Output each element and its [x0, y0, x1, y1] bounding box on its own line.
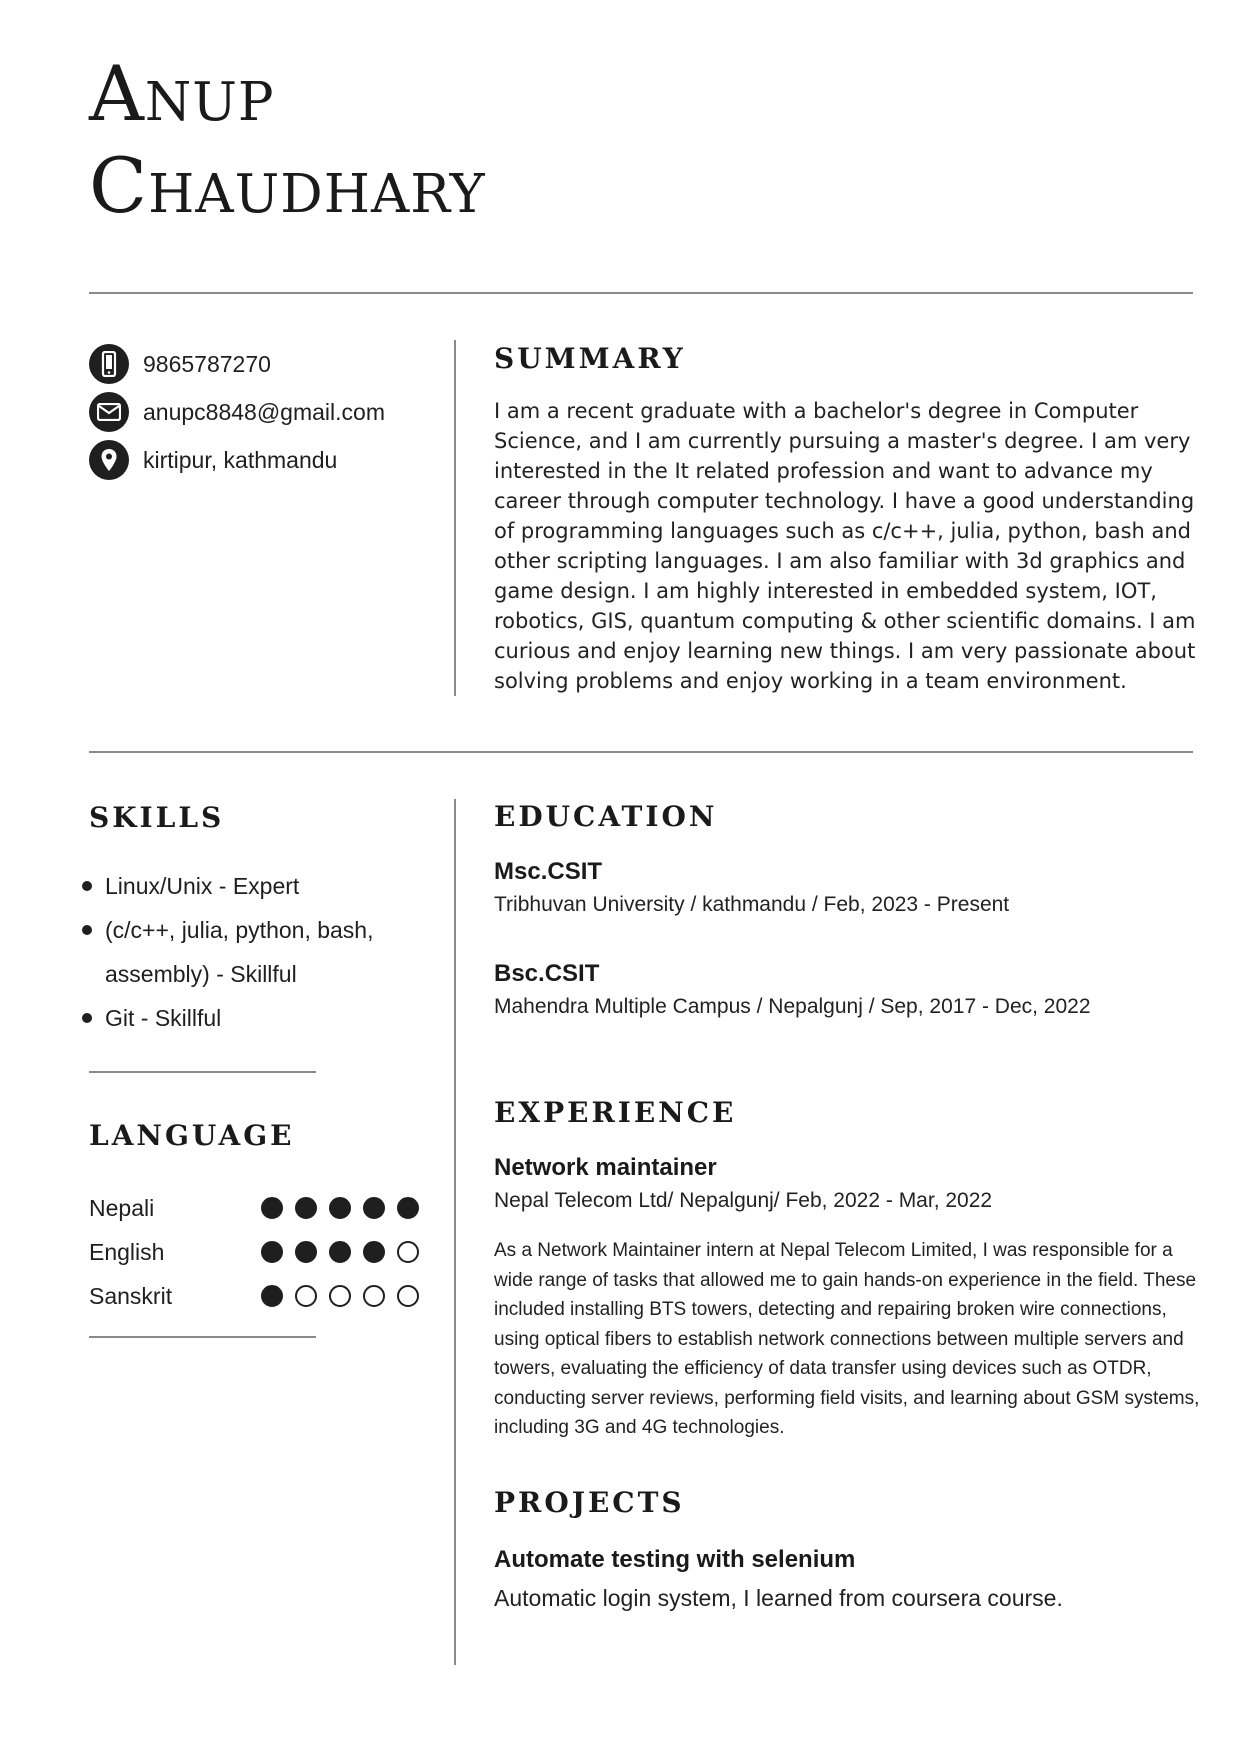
- proficiency-dot-empty: [397, 1285, 419, 1307]
- education-heading: EDUCATION: [494, 800, 718, 833]
- proficiency-dot-empty: [329, 1285, 351, 1307]
- language-row: [89, 1230, 419, 1274]
- proficiency-dot-filled: [261, 1197, 283, 1219]
- skill-item: Linux/Unix - Expert: [82, 864, 412, 908]
- proficiency-dots: [249, 1241, 419, 1263]
- last-name: Chaudhary: [89, 141, 486, 230]
- location-icon: [89, 440, 129, 480]
- proficiency-dot-filled: [363, 1197, 385, 1219]
- top-column-divider: [454, 340, 456, 696]
- summary-heading: SUMMARY: [494, 342, 686, 375]
- proficiency-dot-empty: [363, 1285, 385, 1307]
- contact-phone: [89, 340, 385, 388]
- language-heading: LANGUAGE: [89, 1119, 295, 1152]
- proficiency-dot-filled: [295, 1197, 317, 1219]
- language-row: [89, 1274, 419, 1318]
- project-name: Automate testing with selenium: [494, 1546, 856, 1573]
- contact-location: [89, 436, 385, 484]
- language-row: [89, 1186, 419, 1230]
- proficiency-dot-filled: [261, 1241, 283, 1263]
- proficiency-dot-empty: [295, 1285, 317, 1307]
- candidate-name: [89, 48, 486, 232]
- proficiency-dot-filled: [261, 1285, 283, 1307]
- header-divider: [89, 292, 1193, 294]
- proficiency-dots: [249, 1285, 419, 1307]
- language-name: Nepali: [89, 1194, 155, 1221]
- proficiency-dots: [249, 1197, 419, 1219]
- experience-details: Nepal Telecom Ltd/ Nepalgunj/ Feb, 2022 - Mar, 2022: [494, 1189, 993, 1212]
- proficiency-dot-filled: [329, 1197, 351, 1219]
- skills-heading: SKILLS: [89, 801, 225, 834]
- proficiency-dot-filled: [397, 1197, 419, 1219]
- section-divider: [89, 751, 1193, 753]
- education-degree: Msc.CSIT: [494, 858, 603, 885]
- main-column-divider: [454, 799, 456, 1665]
- email-icon: [89, 392, 129, 432]
- language-name: Sanskrit: [89, 1282, 173, 1309]
- proficiency-dot-empty: [397, 1241, 419, 1263]
- experience-description: As a Network Maintainer intern at Nepal Telecom Limited, I was responsible for a wide range of tasks that allowed me to gain hands-on experience in the field. These included installing BTS towers, detecting and repairing broken wire connections, using optical fibers to establish network connections between multiple servers and towers, evaluating the efficiency of data transfer using devices such as OTDR, conducting server reviews, performing field visits, and learning about GSM systems, including 3G and 4G technologies.: [494, 1240, 1200, 1438]
- proficiency-dot-filled: [363, 1241, 385, 1263]
- language-name: English: [89, 1238, 165, 1265]
- skill-item: Git - Skillful: [82, 996, 412, 1040]
- location-text: kirtipur, kathmandu: [143, 446, 338, 473]
- education-details: Tribhuvan University / kathmandu / Feb, 2023 - Present: [494, 893, 1010, 916]
- project-description: Automatic login system, I learned from coursera course.: [494, 1585, 1063, 1611]
- contact-email: [89, 388, 385, 436]
- skill-item: (c/c++, julia, python, bash, assembly) - Skillful: [82, 908, 412, 996]
- proficiency-dot-filled: [329, 1241, 351, 1263]
- email-address[interactable]: anupc8848@gmail.com: [143, 398, 385, 425]
- language-divider: [89, 1336, 316, 1338]
- experience-role: Network maintainer: [494, 1154, 717, 1181]
- phone-number[interactable]: 9865787270: [143, 350, 271, 377]
- skills-divider: [89, 1071, 316, 1073]
- education-details: Mahendra Multiple Campus / Nepalgunj / Sep, 2017 - Dec, 2022: [494, 995, 1091, 1018]
- experience-heading: EXPERIENCE: [494, 1096, 737, 1129]
- summary-text: I am a recent graduate with a bachelor's degree in Computer Science, and I am currently pursuing a master's degree. I am very interested in the It related profession and want to advance my career through computer technology. I have a good understanding of programming languages such as c/c++, julia, python, bash and other scripting languages. I am also familiar with 3d graphics and game design. I am highly interested in embedded system, IOT, robotics, GIS, quantum computing & other scientific domains. I am curious and enjoy learning new things. I am very passionate about solving problems and enjoy working in a team environment.: [494, 399, 1196, 693]
- proficiency-dot-filled: [295, 1241, 317, 1263]
- contact-info: [89, 340, 385, 484]
- projects-heading: PROJECTS: [494, 1486, 685, 1519]
- phone-icon: [89, 344, 129, 384]
- first-name: Anup: [89, 49, 275, 138]
- education-degree: Bsc.CSIT: [494, 960, 600, 987]
- skills-list: [82, 864, 412, 1040]
- language-list: [89, 1186, 419, 1318]
